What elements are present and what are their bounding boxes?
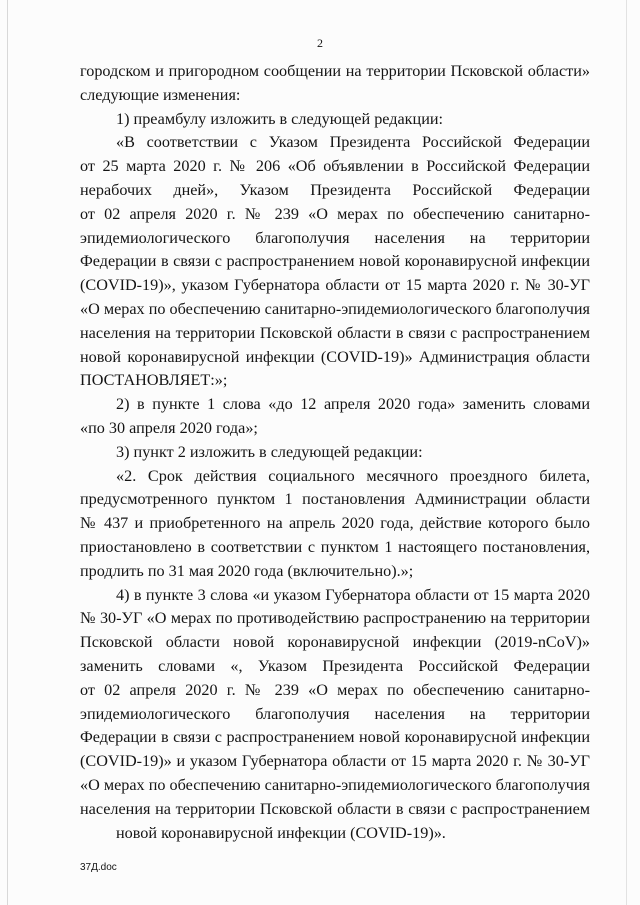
text-line: «по 30 апреля 2020 года»; bbox=[80, 418, 258, 437]
text-line: «О мерах по обеспечению санитарно-эпидемиологического благополучия bbox=[80, 299, 590, 318]
text-line: населения на территории Псковской области в связи с распространением bbox=[80, 799, 590, 818]
text-line: 2) в пункте 1 слова «до 12 апреля 2020 года» заменить словами bbox=[116, 395, 590, 414]
text-line: 3) пункт 2 изложить в следующей редакции: bbox=[116, 442, 423, 461]
text-line: от 25 марта 2020 г. № 206 «Об объявлении в Российской Федерации bbox=[80, 157, 590, 176]
page-number: 2 bbox=[317, 36, 323, 50]
text-line: предусмотренного пунктом 1 постановления Администрации области bbox=[80, 490, 590, 509]
text-line: Псковской области новой коронавирусной инфекции (2019-nCoV)» bbox=[80, 633, 590, 652]
text-line: заменить словами «, Указом Президента Российской Федерации bbox=[80, 656, 590, 675]
text-line: эпидемиологического благополучия населения на территории bbox=[80, 228, 590, 247]
footer-filename: 37Д.doc bbox=[80, 862, 117, 873]
text-line: 1) преамбулу изложить в следующей редакции: bbox=[116, 109, 444, 128]
text-line: городском и пригородном сообщении на территории Псковской области» bbox=[80, 62, 590, 80]
text-line: продлить по 31 мая 2020 года (включительно).»; bbox=[80, 561, 414, 580]
text-line: «2. Срок действия социального месячного проездного билета, bbox=[116, 466, 590, 485]
scan-edge-left bbox=[7, 0, 8, 905]
text-line: № 437 и приобретенного на апрель 2020 года, действие которого было bbox=[80, 514, 590, 533]
text-line: Федерации в связи с распространением новой коронавирусной инфекции bbox=[80, 252, 590, 271]
text-line: (COVID-19)» и указом Губернатора области от 15 марта 2020 г. № 30-УГ bbox=[80, 752, 590, 771]
text-line: нерабочих дней», Указом Президента Российской Федерации bbox=[80, 180, 590, 199]
text-line: от 02 апреля 2020 г. № 239 «О мерах по обеспечению санитарно- bbox=[80, 680, 590, 699]
text-line: 4) в пункте 3 слова «и указом Губернатора области от 15 марта 2020 bbox=[116, 585, 590, 604]
text-line: приостановлено в соответствии с пунктом 1 настоящего постановления, bbox=[80, 537, 590, 556]
text-line: от 02 апреля 2020 г. № 239 «О мерах по обеспечению санитарно- bbox=[80, 204, 590, 223]
text-line: новой коронавирусной инфекции (COVID-19)» Администрация области bbox=[80, 347, 590, 366]
text-line: следующие изменения: bbox=[80, 85, 241, 104]
text-line: «О мерах по обеспечению санитарно-эпидемиологического благополучия bbox=[80, 775, 590, 794]
text-line: «В соответствии с Указом Президента Российской Федерации bbox=[116, 133, 590, 152]
text-line: новой коронавирусной инфекции (COVID-19)». bbox=[116, 823, 446, 842]
text-line: населения на территории Псковской области в связи с распространением bbox=[80, 323, 590, 342]
text-line: эпидемиологического благополучия населения на территории bbox=[80, 704, 590, 723]
text-line: Федерации в связи с распространением новой коронавирусной инфекции bbox=[80, 728, 590, 747]
text-line: № 30-УГ «О мерах по противодействию распространению на территории bbox=[80, 609, 590, 628]
scan-edge-right bbox=[626, 0, 627, 905]
text-line: ПОСТАНОВЛЯЕТ:»; bbox=[80, 371, 228, 390]
document-body bbox=[80, 60, 590, 845]
text-line: (COVID-19)», указом Губернатора области от 15 марта 2020 г. № 30-УГ bbox=[80, 276, 590, 295]
